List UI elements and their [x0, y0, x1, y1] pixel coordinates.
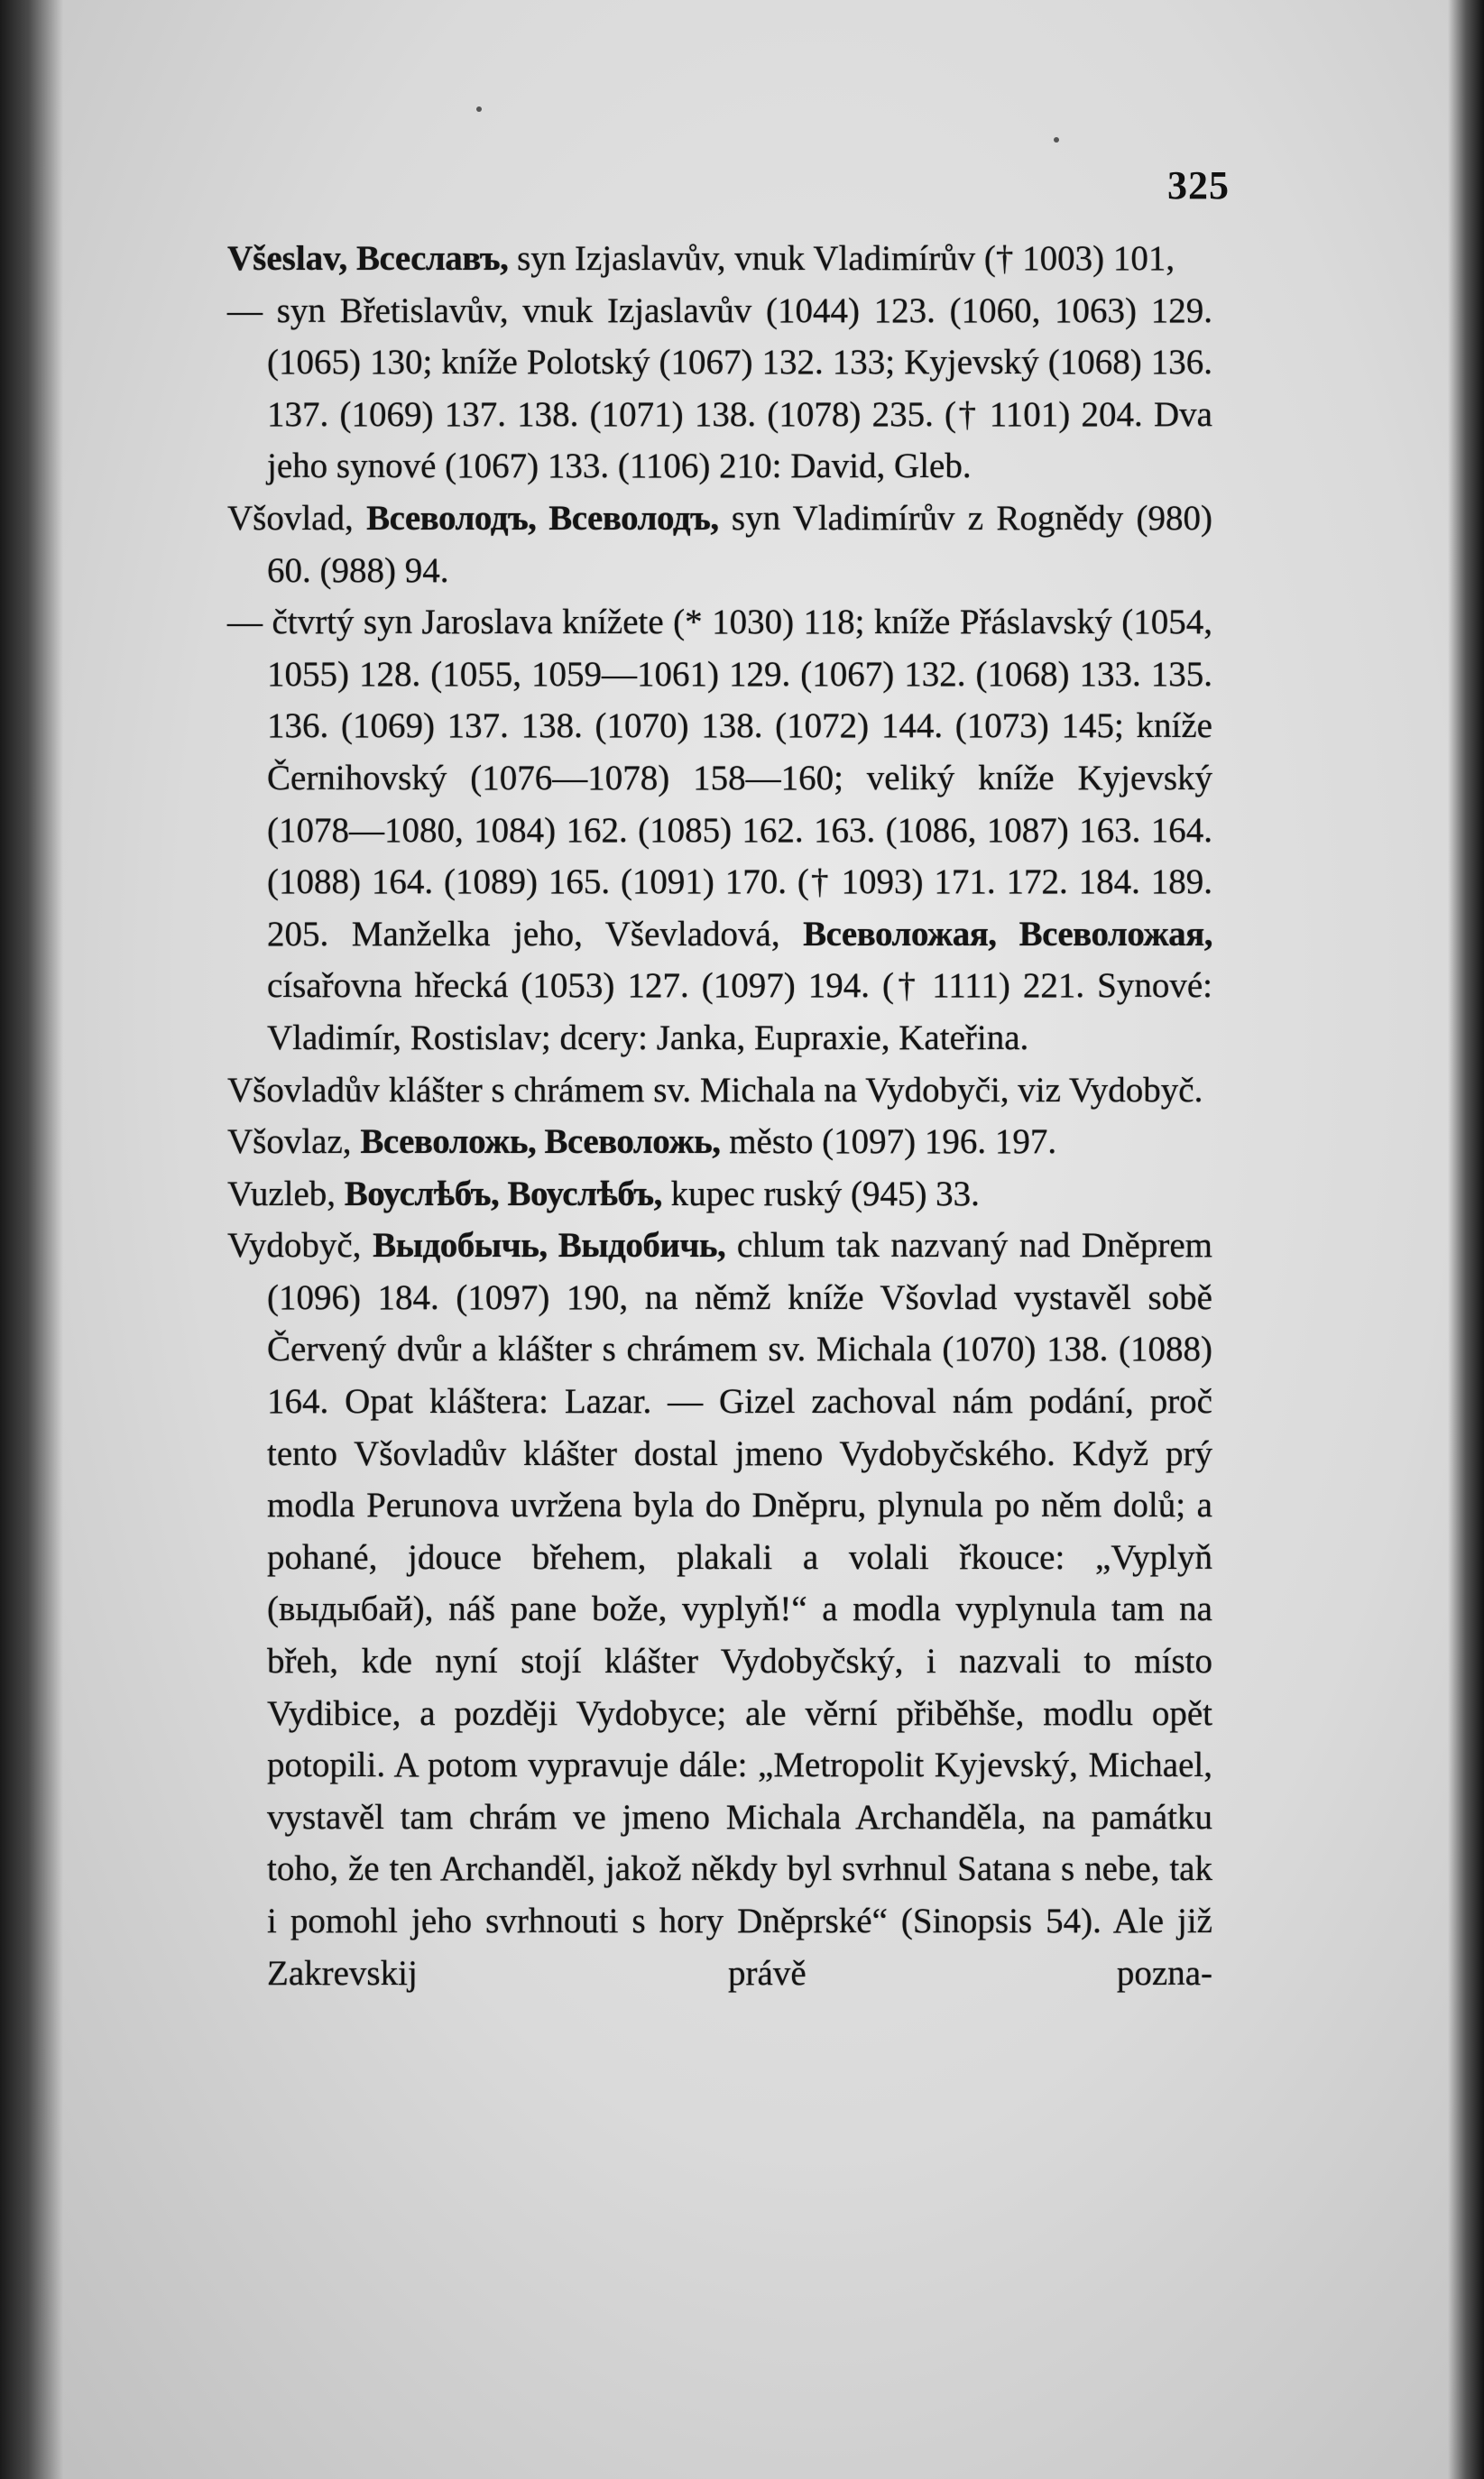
index-entry-vsevlad-2 — [227, 596, 1212, 1064]
entry-headword: Všeslav, — [227, 239, 348, 278]
entry-text: syn Izjaslavův, vnuk Vladimírův († 1003) 101, — [517, 239, 1175, 278]
entry-cyrillic-form: Всеславъ, — [356, 239, 509, 278]
entry-text: chlum tak nazvaný nad Dněprem (1096) 184. (1097) 190, na němž kníže Všovlad vystavěl sobě Červený dvůr a klášter s chrámem sv. Michala (1070) 138. (1088) 164. Opat kláštera: Lazar. — Gizel zachoval nám podání, proč tento Všovladův klášter dostal jmeno Vydobyčského. Když prý modla Perunova uvržena byla do Dněpru, plynula po něm dolů; a pohané, jdouce břehem, plakali a volali řkouce: „Vyplyň (выдыбай), náš pane bože, vyplyň!“ a modla vyplynula tam na břeh, kde nyní stojí klášter Vydobyčský, i nazvali to místo Vydibice, a později Vydobyce; ale věrní přiběhše, modlu opět potopili. A potom vypravuje dále: „Metropolit Kyjevský, Michael, vystavěl tam chrám ve jmeno Michala Archanděla, na památku toho, že ten Archanděl, jakož někdy byl svrhnul Satana s nebe, tak i pomohl jeho svrhnouti s hory Dněprské“ (Sinopsis 54). Ale již Zakrevskij právě pozna- — [267, 1226, 1213, 1993]
entry-text: město (1097) 196. 197. — [729, 1122, 1057, 1162]
entry-cyrillic-form: Всеволодъ, Всеволодъ, — [366, 498, 719, 538]
index-entry-vsevlad — [227, 493, 1212, 596]
speck-mark — [476, 106, 482, 112]
page-edge-shadow — [1448, 0, 1484, 2479]
entry-headword: Všovladův klášter — [227, 1070, 483, 1110]
index-entry-vsevlaz — [227, 1116, 1212, 1168]
entry-dash: — — [227, 603, 263, 642]
entry-text: syn Břetislavův, vnuk Izjaslavův (1044) 123. (1060, 1063) 129. (1065) 130; kníže Polotský (1067) 132. 133; Kyjevský (1068) 136. 137. (1069) 137. 138. (1071) 138. (1078) 235. († 1101) 204. Dva jeho synové (1067) 133. (1106) 210: David, Gleb. — [267, 290, 1212, 486]
entry-headword: Vydobyč, — [227, 1226, 362, 1266]
speck-mark — [1054, 137, 1059, 143]
entry-dash: — — [227, 290, 263, 330]
entry-headword: Vuzleb, — [227, 1174, 336, 1213]
entry-text-continued: císařovna hřecká (1053) 127. (1097) 194. († 1111) 221. Synové: Vladimír, Rostislav; dcery: Janka, Eupraxie, Kateřina. — [267, 966, 1212, 1057]
index-text — [227, 233, 1212, 1999]
index-entry-vseslav-2 — [227, 285, 1212, 493]
entry-text: čtvrtý syn Jaroslava knížete (* 1030) 118; kníže Přáslavský (1054, 1055) 128. (1055, 1059—1061) 129. (1067) 132. (1068) 133. 135. 136. (1069) 137. 138. (1070) 138. (1072) 144. (1073) 145; kníže Černihovský (1076—1078) 158—160; veliký kníže Kyjevský (1078—1080, 1084) 162. (1085) 162. 163. (1086, 1087) 163. 164. (1088) 164. (1089) 165. (1091) 170. († 1093) 171. 172. 184. 189. 205. Manželka jeho, Vševladová, — [267, 603, 1213, 954]
index-entry-vsevladuv-klaster — [227, 1064, 1212, 1117]
entry-cyrillic-form: Всеволожая, Всеволожая, — [803, 914, 1212, 954]
entry-cyrillic-form: Выдобычь, Выдобичь, — [373, 1226, 726, 1266]
index-entry-vuzleb — [227, 1168, 1212, 1221]
page-number: 325 — [1167, 163, 1230, 207]
page-gutter-shadow — [0, 0, 63, 2479]
entry-headword: Všovlaz, — [227, 1122, 352, 1162]
index-entry-vydobyc — [227, 1220, 1212, 1999]
entry-cyrillic-form: Воуслѣбъ, Воуслѣбъ, — [344, 1174, 662, 1213]
index-entry-vseslav — [227, 233, 1212, 285]
entry-text: s chrámem sv. Michala na Vydobyči, viz Vydobyč. — [491, 1070, 1203, 1110]
entry-text: kupec ruský (945) 33. — [670, 1174, 980, 1213]
entry-text: syn Vladimírův z Rognědy (980) 60. (988) 94. — [267, 498, 1213, 590]
entry-cyrillic-form: Всеволожь, Всеволожь, — [360, 1122, 721, 1162]
entry-headword: Všovlad, — [227, 498, 354, 538]
